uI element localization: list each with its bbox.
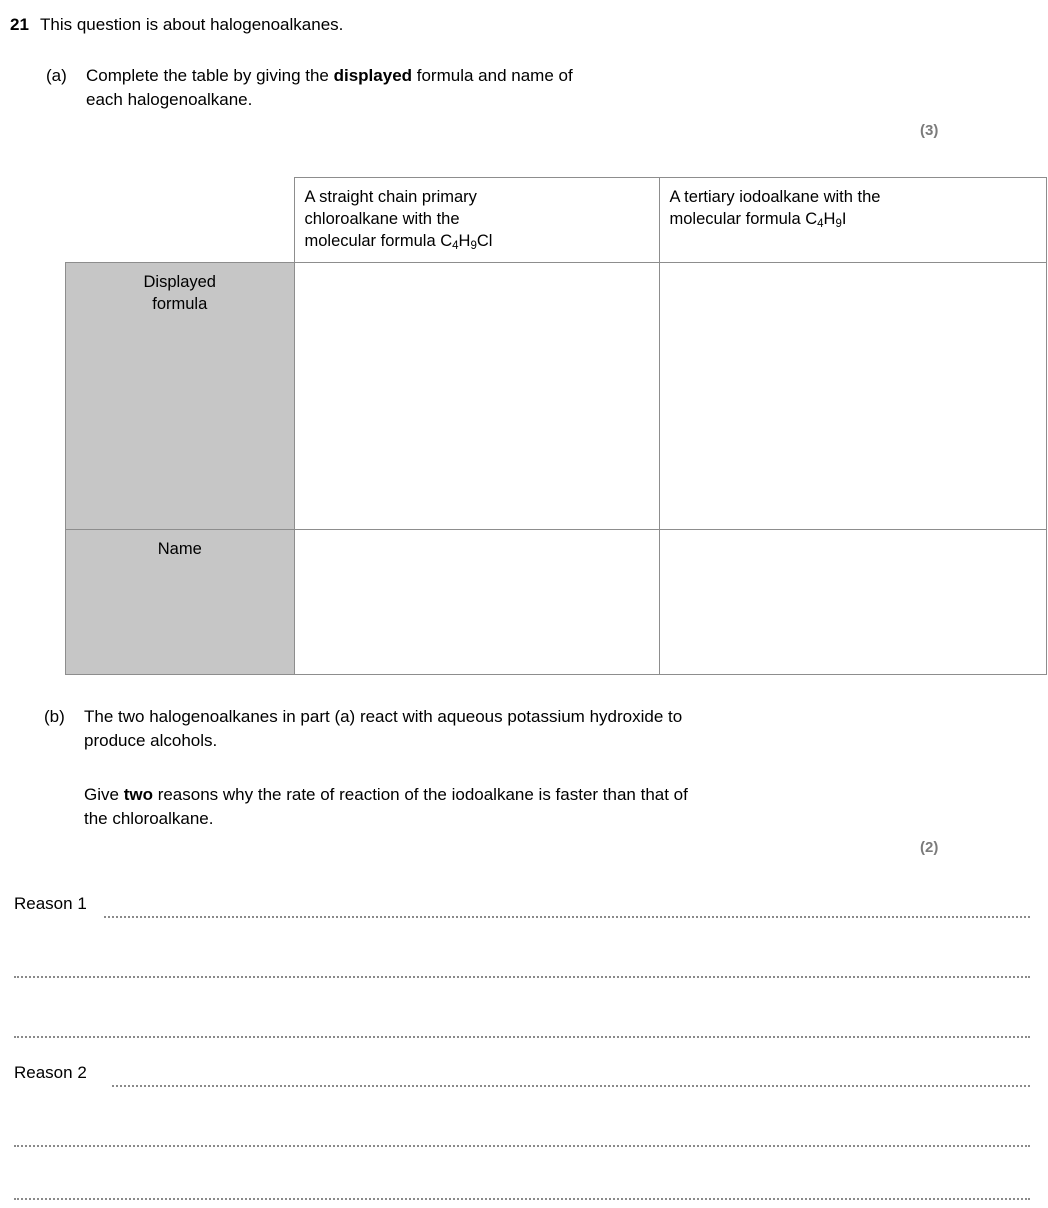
header1-post: Cl bbox=[476, 232, 493, 250]
reason-1-label: Reason 1 bbox=[14, 894, 87, 913]
header2-mid: H bbox=[823, 210, 836, 228]
row-label-name bbox=[66, 530, 295, 675]
part-a bbox=[46, 64, 1006, 112]
question-number: 21 bbox=[10, 15, 29, 34]
part-b-instruction-post: reasons why the rate of reaction of the iodoalkane is faster than that of bbox=[152, 785, 688, 804]
header1-line1: A straight chain primary bbox=[304, 188, 477, 206]
part-b-line2: produce alcohols. bbox=[84, 731, 218, 750]
part-b-instruction-pre: Give bbox=[84, 785, 124, 804]
answer-line-3[interactable] bbox=[14, 1036, 1030, 1038]
row-label-name-line1: Name bbox=[157, 540, 202, 558]
part-a-text-post: formula and name of bbox=[412, 66, 573, 85]
reason-2-label: Reason 2 bbox=[14, 1063, 87, 1082]
part-b-instruction-bold: two bbox=[123, 785, 153, 804]
part-a-text-bold: displayed bbox=[333, 66, 413, 85]
table-header-chloroalkane bbox=[294, 178, 659, 263]
part-a-text-pre: Complete the table by giving the bbox=[86, 66, 334, 85]
header1-sub1: 4 bbox=[452, 240, 459, 252]
part-a-text bbox=[86, 64, 573, 112]
part-a-text-line2: each halogenoalkane. bbox=[86, 90, 253, 109]
header2-line1: A tertiary iodoalkane with the bbox=[669, 188, 881, 206]
answer-line-4[interactable] bbox=[112, 1085, 1030, 1087]
question-stem: This question is about halogenoalkanes. bbox=[40, 15, 344, 34]
header1-line3-pre: molecular formula C bbox=[304, 232, 453, 250]
part-b bbox=[44, 705, 1004, 753]
part-a-label: (a) bbox=[46, 66, 67, 85]
answer-cell-name-iodoalkane[interactable] bbox=[659, 530, 1046, 675]
table-header-row bbox=[66, 178, 1047, 263]
halogenoalkane-table bbox=[65, 177, 1047, 675]
header2-sub2: 9 bbox=[835, 218, 842, 230]
part-b-marks: (2) bbox=[920, 839, 939, 856]
row-label-displayed-formula bbox=[66, 263, 295, 530]
row-label-displayed-line1: Displayed bbox=[143, 273, 216, 291]
question-header bbox=[10, 14, 1030, 36]
answer-cell-name-chloroalkane[interactable] bbox=[294, 530, 659, 675]
header1-line2: chloroalkane with the bbox=[304, 210, 460, 228]
answer-line-5[interactable] bbox=[14, 1145, 1030, 1147]
part-b-instruction-line2: the chloroalkane. bbox=[84, 809, 214, 828]
answer-cell-displayed-iodoalkane[interactable] bbox=[659, 263, 1046, 530]
table-corner-cell bbox=[66, 178, 295, 263]
header1-mid: H bbox=[458, 232, 471, 250]
header1-sub2: 9 bbox=[470, 240, 477, 252]
part-b-label: (b) bbox=[44, 707, 65, 726]
header2-sub1: 4 bbox=[817, 218, 824, 230]
table-row-name bbox=[66, 530, 1047, 675]
header2-line2-pre: molecular formula C bbox=[669, 210, 818, 228]
answer-line-6[interactable] bbox=[14, 1198, 1030, 1200]
part-b-text bbox=[84, 705, 682, 753]
part-b-instruction bbox=[84, 783, 1014, 831]
part-a-marks: (3) bbox=[920, 122, 939, 139]
table-header-iodoalkane bbox=[659, 178, 1046, 263]
table-row-displayed-formula bbox=[66, 263, 1047, 530]
row-label-displayed-line2: formula bbox=[152, 295, 208, 313]
answer-line-2[interactable] bbox=[14, 976, 1030, 978]
header2-post: I bbox=[841, 210, 847, 228]
part-b-line1: The two halogenoalkanes in part (a) react with aqueous potassium hydroxide to bbox=[84, 707, 683, 726]
answer-line-1[interactable] bbox=[104, 916, 1030, 918]
answer-cell-displayed-chloroalkane[interactable] bbox=[294, 263, 659, 530]
